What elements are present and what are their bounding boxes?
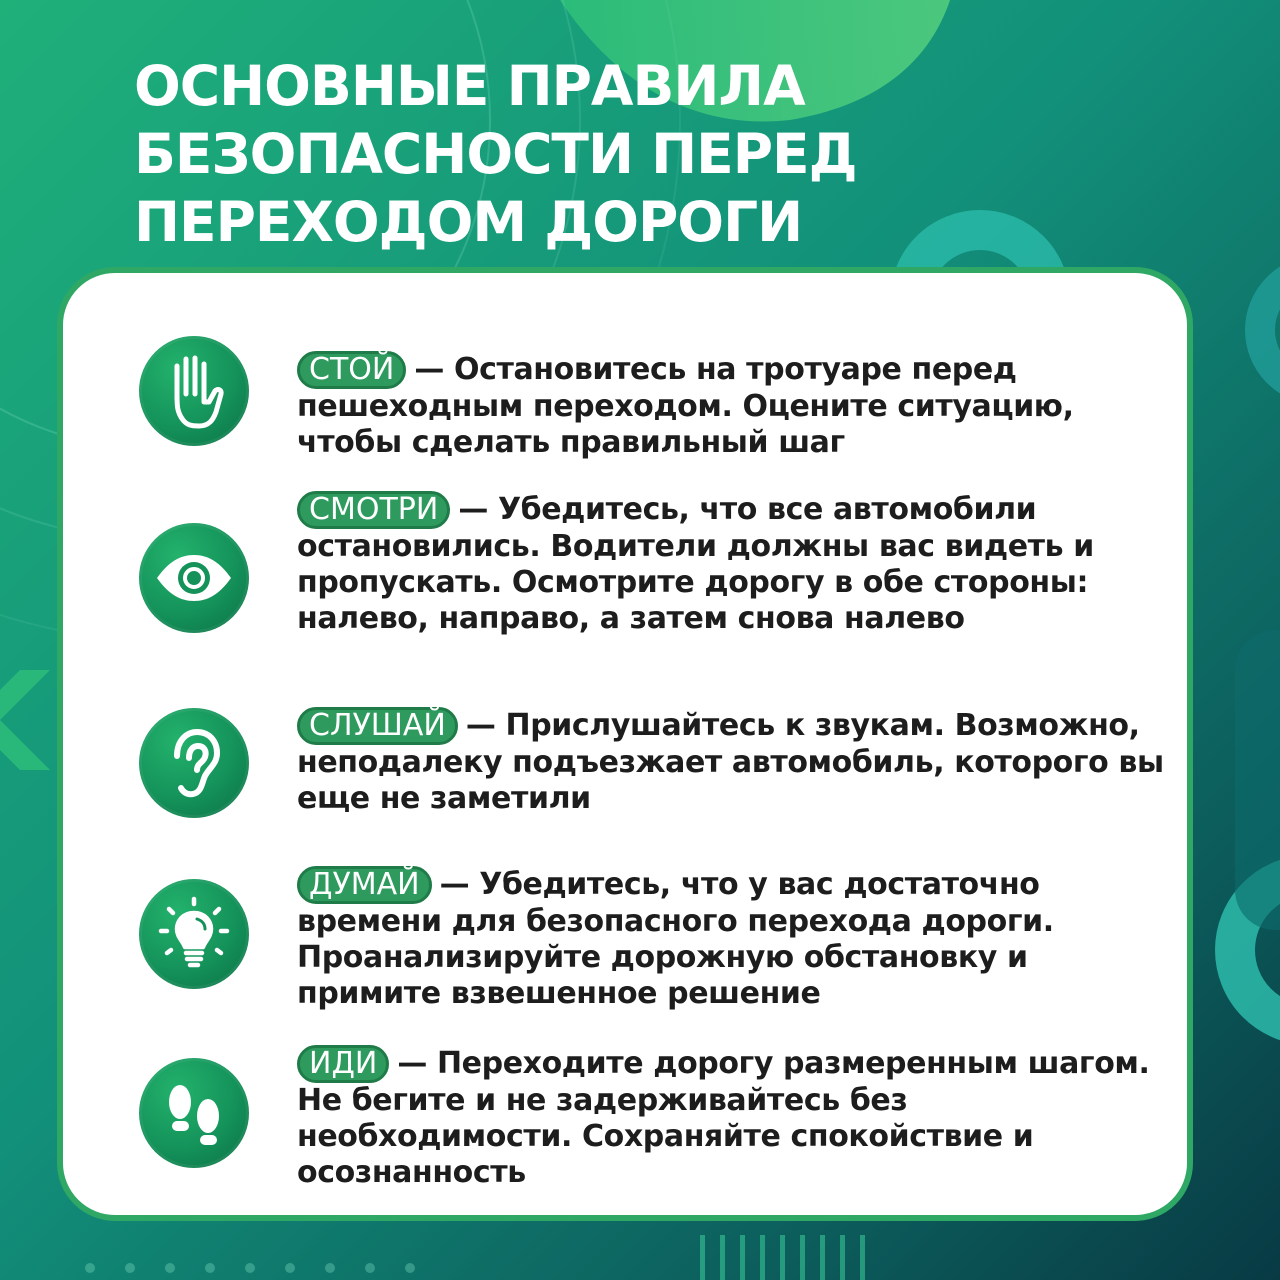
rule-description: — Убедитесь, что у вас достаточно времени для безопасного перехода дороги. Проанализируйте дорожную обстановку и примите взвешенное решение <box>297 867 1054 1011</box>
rule-keyword-badge: СМОТРИ <box>297 491 450 529</box>
rule-description: — Переходите дорогу размеренным шагом. Не бегите и не задерживайтесь без необходимости. Сохраняйте спокойствие и осознанность <box>297 1046 1150 1190</box>
lightbulb-icon <box>139 879 249 989</box>
icon-circle <box>139 1058 249 1168</box>
eye-icon <box>139 523 249 633</box>
icon-circle <box>139 879 249 989</box>
icon-circle <box>139 336 249 446</box>
rule-text-block <box>297 351 1177 461</box>
rules-card <box>57 267 1193 1221</box>
rule-text-block <box>297 1045 1177 1191</box>
rule-text-block <box>297 707 1177 817</box>
footprints-icon <box>139 1058 249 1168</box>
rule-text-block <box>297 866 1177 1012</box>
rule-keyword-badge: ИДИ <box>297 1045 389 1083</box>
title-line: ОСНОВНЫЕ ПРАВИЛА <box>134 54 805 118</box>
rule-keyword-badge: СЛУШАЙ <box>297 707 458 745</box>
rule-text-block <box>297 491 1177 637</box>
rule-keyword-badge: СТОЙ <box>297 351 406 389</box>
rule-description: — Прислушайтесь к звукам. Возможно, неподалеку подъезжает автомобиль, которого вы еще не заметили <box>297 708 1164 816</box>
rule-description: — Остановитесь на тротуаре перед пешеходным переходом. Оцените ситуацию, чтобы сделать правильный шаг <box>297 352 1074 460</box>
hand-icon <box>139 336 249 446</box>
title-line: ПЕРЕХОДОМ ДОРОГИ <box>134 190 803 254</box>
rule-keyword-badge: ДУМАЙ <box>297 866 432 904</box>
rule-description: — Убедитесь, что все автомобили остановились. Водители должны вас видеть и пропускать. Осмотрите дорогу в обе стороны: налево, направо, а затем снова налево <box>297 492 1094 636</box>
title-line: БЕЗОПАСНОСТИ ПЕРЕД <box>134 122 857 186</box>
icon-circle <box>139 523 249 633</box>
ear-icon <box>139 708 249 818</box>
icon-circle <box>139 708 249 818</box>
page-title <box>134 52 857 256</box>
